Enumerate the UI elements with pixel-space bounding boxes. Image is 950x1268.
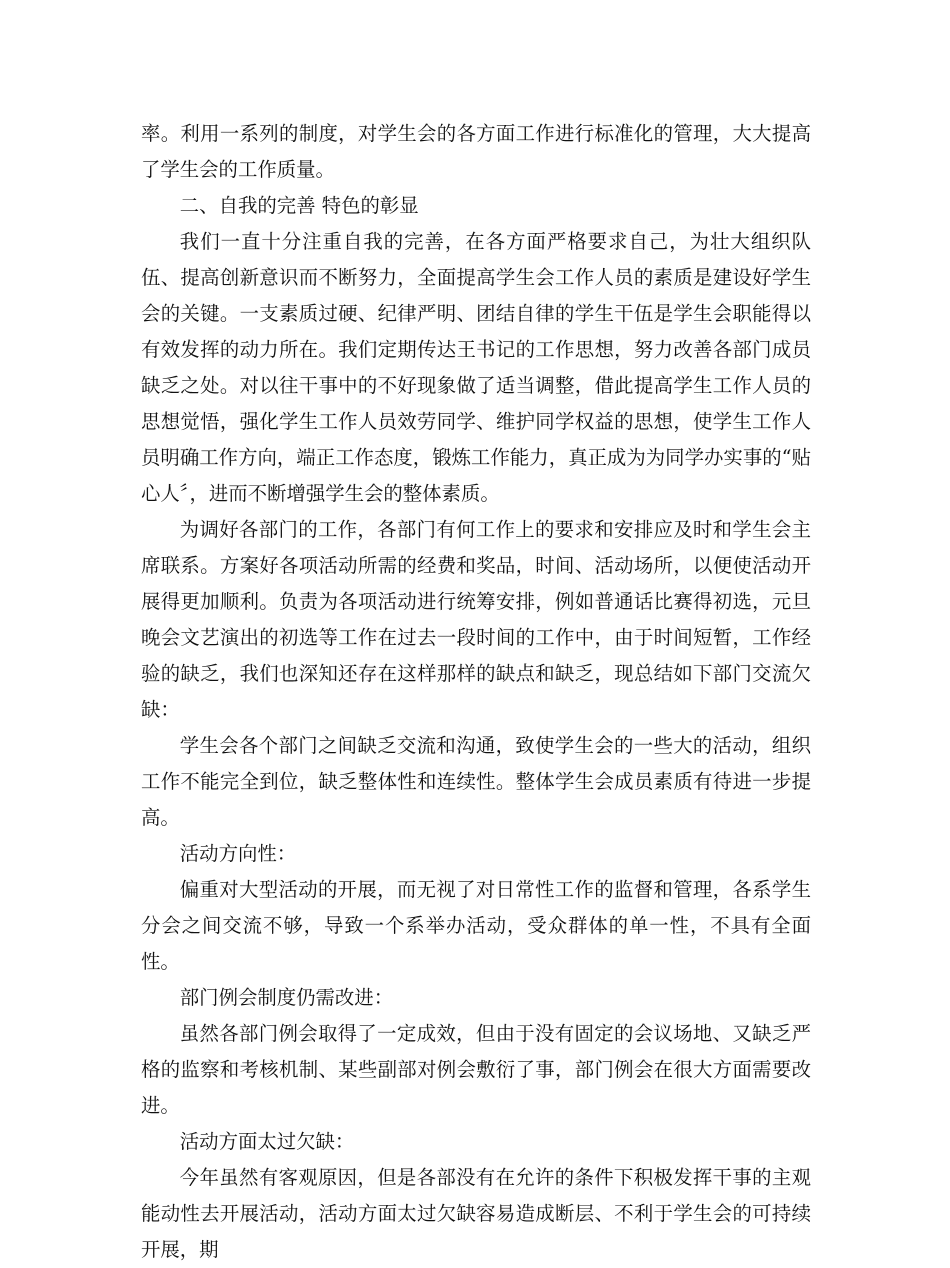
subheading: 活动方面太过欠缺： — [179, 1130, 355, 1153]
subheading: 活动方向性： — [179, 842, 297, 865]
paragraph: 虽然各部门例会取得了一定成效，但由于没有固定的会议场地、又缺乏严格的监察和考核机制、某些副部对例会敷衍了事，部门例会在很大方面需要改进。 — [141, 1022, 811, 1117]
paragraph: 我们一直十分注重自我的完善，在各方面严格要求自己，为壮大组织队伍、提高创新意识而不断努力，全面提高学生会工作人员的素质是建设好学生会的关键。一支素质过硬、纪律严明、团结自律的学生干伍是学生会职能得以有效发挥的动力所在。我们定期传达王书记的工作思想，努力改善各部门成员缺乏之处。对以往干事中的不好现象做了适当调整，借此提高学生工作人员的思想觉悟，强化学生工作人员效劳同学、维护同学权益的思想，使学生工作人员明确工作方向，端正工作态度，锻炼工作能力，真正成为为同学办实事的“贴心人〞，进而不断增强学生会的整体素质。 — [141, 230, 811, 505]
subheading: 部门例会制度仍需改进： — [179, 986, 394, 1009]
paragraph: 今年虽然有客观原因，但是各部没有在允许的条件下积极发挥干事的主观能动性去开展活动，活动方面太过欠缺容易造成断层、不利于学生会的可持续开展，期 — [141, 1166, 811, 1261]
paragraph: 学生会各个部门之间缺乏交流和沟通，致使学生会的一些大的活动，组织工作不能完全到位，缺乏整体性和连续性。整体学生会成员素质有待进一步提高。 — [141, 734, 811, 829]
section-heading: 二、自我的完善 特色的彰显 — [179, 194, 419, 217]
paragraph-continuation: 率。利用一系列的制度，对学生会的各方面工作进行标准化的管理，大大提高了学生会的工作质量。 — [141, 122, 811, 181]
document-body — [141, 116, 811, 1268]
paragraph: 偏重对大型活动的开展，而无视了对日常性工作的监督和管理，各系学生分会之间交流不够，导致一个系举办活动，受众群体的单一性，不具有全面性。 — [141, 878, 811, 973]
paragraph: 为调好各部门的工作，各部门有何工作上的要求和安排应及时和学生会主席联系。方案好各项活动所需的经费和奖品，时间、活动场所，以便使活动开展得更加顺利。负责为各项活动进行统筹安排，例如普通话比赛得初选，元旦晚会文艺演出的初选等工作在过去一段时间的工作中，由于时间短暂，工作经验的缺乏，我们也深知还存在这样那样的缺点和缺乏，现总结如下部门交流欠缺： — [141, 518, 811, 721]
